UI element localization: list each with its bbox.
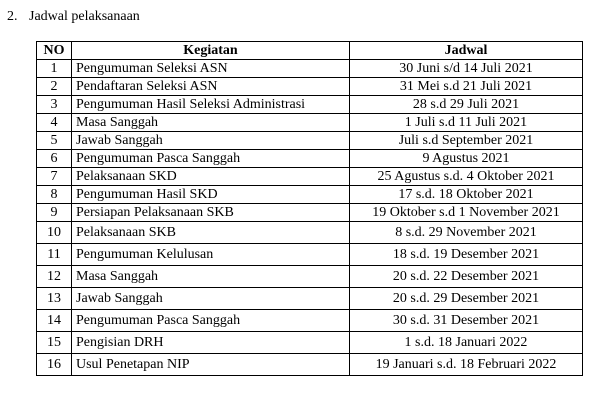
row-activity: Pengumuman Hasil Seleksi Administrasi [72,96,350,114]
table-row [37,332,583,354]
section-title: Jadwal pelaksanaan [29,9,140,24]
table-row [37,222,583,244]
row-activity: Pengumuman Pasca Sanggah [72,150,350,168]
row-activity: Pelaksanaan SKB [72,222,350,244]
row-schedule: 9 Agustus 2021 [350,150,583,168]
table-row [37,354,583,376]
row-schedule: 8 s.d. 29 November 2021 [350,222,583,244]
header-no: NO [37,42,72,60]
row-schedule: 25 Agustus s.d. 4 Oktober 2021 [350,168,583,186]
row-schedule: 17 s.d. 18 Oktober 2021 [350,186,583,204]
table-header-row [37,42,583,60]
row-activity: Persiapan Pelaksanaan SKB [72,204,350,222]
table-row [37,310,583,332]
row-activity: Pengumuman Hasil SKD [72,186,350,204]
row-number: 11 [37,244,72,266]
row-schedule: 31 Mei s.d 21 Juli 2021 [350,78,583,96]
row-schedule: 20 s.d. 22 Desember 2021 [350,266,583,288]
row-number: 14 [37,310,72,332]
row-activity: Pengumuman Kelulusan [72,244,350,266]
header-jadwal: Jadwal [350,42,583,60]
section-heading [7,7,140,27]
row-activity: Pengumuman Pasca Sanggah [72,310,350,332]
row-schedule: 30 Juni s/d 14 Juli 2021 [350,60,583,78]
section-number: 2. [7,9,18,24]
table-row [37,96,583,114]
row-activity: Jawab Sanggah [72,288,350,310]
row-schedule: 20 s.d. 29 Desember 2021 [350,288,583,310]
header-kegiatan: Kegiatan [72,42,350,60]
row-activity: Jawab Sanggah [72,132,350,150]
row-activity: Pendaftaran Seleksi ASN [72,78,350,96]
table-row [37,266,583,288]
row-schedule: 1 Juli s.d 11 Juli 2021 [350,114,583,132]
row-number: 2 [37,78,72,96]
table-row [37,288,583,310]
row-number: 10 [37,222,72,244]
row-number: 13 [37,288,72,310]
row-number: 16 [37,354,72,376]
schedule-table [36,41,583,376]
table-row [37,78,583,96]
row-number: 8 [37,186,72,204]
row-activity: Pengumuman Seleksi ASN [72,60,350,78]
row-schedule: 19 Oktober s.d 1 November 2021 [350,204,583,222]
table-row [37,60,583,78]
row-activity: Masa Sanggah [72,266,350,288]
row-activity: Pelaksanaan SKD [72,168,350,186]
table-row [37,150,583,168]
table-row [37,114,583,132]
table-row [37,186,583,204]
row-number: 5 [37,132,72,150]
row-number: 4 [37,114,72,132]
row-schedule: 28 s.d 29 Juli 2021 [350,96,583,114]
row-number: 3 [37,96,72,114]
row-schedule: 1 s.d. 18 Januari 2022 [350,332,583,354]
row-schedule: 18 s.d. 19 Desember 2021 [350,244,583,266]
row-schedule: 19 Januari s.d. 18 Februari 2022 [350,354,583,376]
row-activity: Masa Sanggah [72,114,350,132]
row-schedule: Juli s.d September 2021 [350,132,583,150]
row-number: 1 [37,60,72,78]
table-row [37,204,583,222]
table-row [37,168,583,186]
table-row [37,244,583,266]
row-schedule: 30 s.d. 31 Desember 2021 [350,310,583,332]
row-number: 15 [37,332,72,354]
row-number: 9 [37,204,72,222]
row-activity: Pengisian DRH [72,332,350,354]
row-number: 12 [37,266,72,288]
row-number: 6 [37,150,72,168]
row-number: 7 [37,168,72,186]
table-row [37,132,583,150]
row-activity: Usul Penetapan NIP [72,354,350,376]
